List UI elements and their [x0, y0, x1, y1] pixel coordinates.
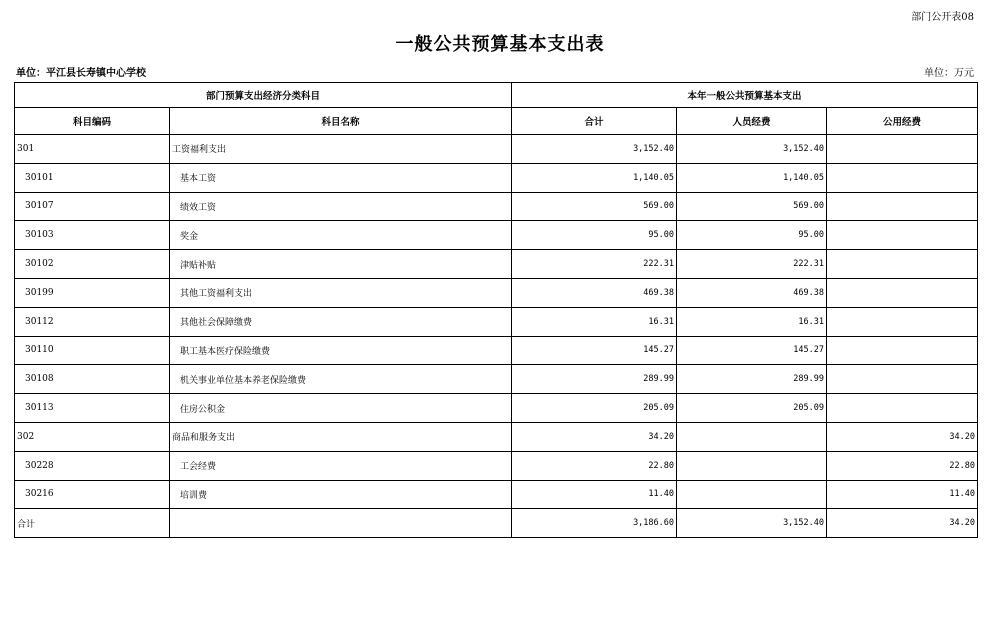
table-row — [15, 307, 978, 336]
cell-code: 30110 — [15, 336, 170, 365]
cell-public — [827, 394, 978, 423]
total-sum: 3,186.60 — [512, 509, 677, 538]
cell-personnel: 569.00 — [677, 192, 827, 221]
unit-measure: 单位：万元 — [924, 68, 974, 79]
table-row — [15, 250, 978, 279]
cell-public — [827, 135, 978, 164]
cell-total: 469.38 — [512, 278, 677, 307]
cell-code: 30216 — [15, 480, 170, 509]
total-public: 34.20 — [827, 509, 978, 538]
cell-name: 机关事业单位基本养老保险缴费 — [170, 365, 512, 394]
header-code: 科目编码 — [15, 108, 170, 135]
cell-personnel: 289.99 — [677, 365, 827, 394]
cell-code: 30102 — [15, 250, 170, 279]
table-row — [15, 394, 978, 423]
cell-name: 其他工资福利支出 — [170, 278, 512, 307]
cell-personnel: 95.00 — [677, 221, 827, 250]
form-code: 部门公开表08 — [911, 12, 974, 23]
header-name: 科目名称 — [170, 108, 512, 135]
page-title: 一般公共预算基本支出表 — [395, 34, 605, 55]
total-personnel: 3,152.40 — [677, 509, 827, 538]
header-total: 合计 — [512, 108, 677, 135]
cell-public — [827, 307, 978, 336]
cell-name: 职工基本医疗保险缴费 — [170, 336, 512, 365]
cell-public — [827, 336, 978, 365]
cell-total: 569.00 — [512, 192, 677, 221]
cell-code: 30199 — [15, 278, 170, 307]
cell-code: 30228 — [15, 451, 170, 480]
cell-personnel: 145.27 — [677, 336, 827, 365]
cell-personnel: 1,140.05 — [677, 163, 827, 192]
cell-name: 绩效工资 — [170, 192, 512, 221]
cell-total: 95.00 — [512, 221, 677, 250]
header-group-expenditure: 本年一般公共预算基本支出 — [512, 83, 978, 108]
cell-name: 基本工资 — [170, 163, 512, 192]
cell-personnel: 222.31 — [677, 250, 827, 279]
cell-total: 1,140.05 — [512, 163, 677, 192]
cell-code: 30107 — [15, 192, 170, 221]
header-personnel: 人员经费 — [677, 108, 827, 135]
cell-code: 30108 — [15, 365, 170, 394]
cell-public — [827, 278, 978, 307]
total-row — [15, 509, 978, 538]
cell-total: 222.31 — [512, 250, 677, 279]
cell-total: 145.27 — [512, 336, 677, 365]
cell-total: 289.99 — [512, 365, 677, 394]
cell-name: 商品和服务支出 — [170, 422, 512, 451]
unit-name: 单位：平江县长寿镇中心学校 — [16, 68, 146, 79]
expenditure-table — [14, 82, 978, 538]
cell-personnel — [677, 451, 827, 480]
cell-personnel — [677, 480, 827, 509]
table-body — [15, 135, 978, 538]
cell-name: 住房公积金 — [170, 394, 512, 423]
header-column-row — [15, 108, 978, 135]
cell-name: 工会经费 — [170, 451, 512, 480]
table-row — [15, 135, 978, 164]
cell-personnel: 16.31 — [677, 307, 827, 336]
cell-total: 16.31 — [512, 307, 677, 336]
table-row — [15, 192, 978, 221]
cell-public: 11.40 — [827, 480, 978, 509]
cell-code: 301 — [15, 135, 170, 164]
cell-total: 3,152.40 — [512, 135, 677, 164]
cell-personnel: 205.09 — [677, 394, 827, 423]
cell-total: 205.09 — [512, 394, 677, 423]
cell-public: 22.80 — [827, 451, 978, 480]
cell-total: 22.80 — [512, 451, 677, 480]
cell-name: 工资福利支出 — [170, 135, 512, 164]
cell-name: 津贴补贴 — [170, 250, 512, 279]
cell-public — [827, 221, 978, 250]
table-row — [15, 336, 978, 365]
table-row — [15, 221, 978, 250]
table-row — [15, 163, 978, 192]
table-row — [15, 451, 978, 480]
cell-personnel: 469.38 — [677, 278, 827, 307]
table-row — [15, 365, 978, 394]
cell-name: 培训费 — [170, 480, 512, 509]
table-row — [15, 278, 978, 307]
cell-public — [827, 250, 978, 279]
cell-public — [827, 192, 978, 221]
total-label: 合计 — [15, 509, 170, 538]
cell-code: 302 — [15, 422, 170, 451]
cell-code: 30101 — [15, 163, 170, 192]
cell-name: 其他社会保障缴费 — [170, 307, 512, 336]
cell-total: 11.40 — [512, 480, 677, 509]
cell-public — [827, 365, 978, 394]
cell-code: 30113 — [15, 394, 170, 423]
header-group-classification: 部门预算支出经济分类科目 — [15, 83, 512, 108]
cell-total: 34.20 — [512, 422, 677, 451]
cell-personnel — [677, 422, 827, 451]
cell-public — [827, 163, 978, 192]
cell-public: 34.20 — [827, 422, 978, 451]
table-row — [15, 480, 978, 509]
total-name — [170, 509, 512, 538]
cell-code: 30112 — [15, 307, 170, 336]
cell-personnel: 3,152.40 — [677, 135, 827, 164]
header-public: 公用经费 — [827, 108, 978, 135]
cell-code: 30103 — [15, 221, 170, 250]
header-group-row — [15, 83, 978, 108]
cell-name: 奖金 — [170, 221, 512, 250]
table-row — [15, 422, 978, 451]
